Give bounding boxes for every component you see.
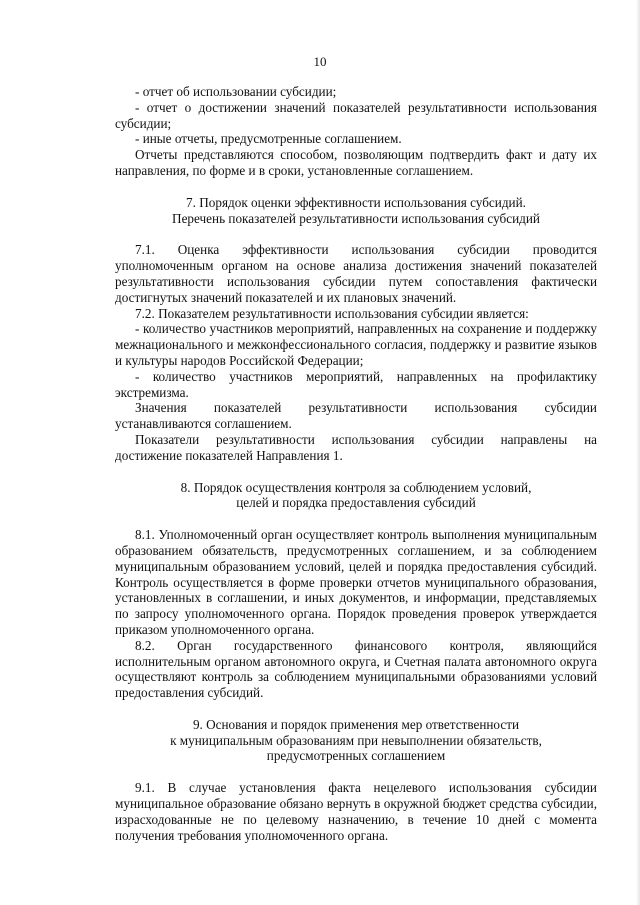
section9-paragraph-9-1: 9.1. В случае установления факта нецелевого использования субсидии муниципальное образование обязано вернуть в окружной бюджет средства субсидии, израсходованные не по целевому назначению, в течение 10 дней с момента получения требования уполномоченного органа. [115,780,597,843]
section8-paragraph-8-2: 8.2. Орган государственного финансового контроля, являющийся исполнительным органом автономного округа, и Счетная палата автономного округа осуществляют контроль за соблюдением муниципальными образованиями условий предоставления субсидий. [115,637,597,701]
section7-indicator-item-2: - количество участников мероприятий, направленных на профилактику экстремизма. [115,368,597,400]
section7-heading-line2: Перечень показателей результативности использования субсидий [172,210,540,226]
section8-heading-line1: 8. Порядок осуществления контроля за соблюдением условий, [180,479,532,495]
section9-heading-line3: предусмотренных соглашением [266,748,446,764]
section7-heading-line1: 7. Порядок оценки эффективности использования субсидий. [186,194,526,210]
section7-values-paragraph: Значения показателей результативности использования субсидии устанавливаются соглашением. [115,400,597,432]
scan-edge-shadow [636,0,640,905]
report-item-usage: - отчет об использовании субсидии; [135,84,337,99]
report-note: Отчеты представляются способом, позволяющим подтвердить факт и дату их направления, по форме и в сроки, установленные соглашением. [115,147,597,178]
section8-paragraph-8-1: 8.1. Уполномоченный орган осуществляет контроль выполнения муниципальным образованием обязательств, предусмотренных соглашением, и за соблюдением муниципальным образованием условий, целей и порядка предоставления субсидий. Контроль осуществляется в форме проверки отчетов муниципального образования, установленных в соглашении, и иных документов, и информации, представляемых по запросу уполномоченного органа. Порядок проведения проверок утверждается приказом уполномоченного органа. [115,527,597,637]
report-item-other: - иные отчеты, предусмотренные соглашением. [135,131,402,147]
section7-direction-paragraph: Показатели результативности использования субсидии направлены на достижение показателей Направления 1. [115,431,597,463]
section7-indicator-item-1: - количество участников мероприятий, направленных на сохранение и поддержку межнационального и межконфессионального согласия, поддержку и развитие языков и культуры народов Российской Федерации; [115,321,597,368]
section9-heading-line1: 9. Основания и порядок применения мер ответственности [192,716,520,732]
page-body [115,84,597,843]
section9-heading-line2: к муниципальным образованиям при невыполнении обязательств, [170,732,542,748]
report-item-indicators: - отчет о достижении значений показателей результативности использования субсидии; [115,99,597,131]
section7-paragraph-7-1: 7.1. Оценка эффективности использования субсидии проводится уполномоченным органом на основе анализа достижения значений показателей результативности использования субсидии путем сопоставления фактически достигнутых значений показателей и их плановых значений. [115,242,597,305]
page-number: 10 [313,54,327,69]
section8-heading-line2: целей и порядка предоставления субсидий [236,495,476,511]
section7-paragraph-7-2: 7.2. Показателем результативности использования субсидии является: [135,305,529,321]
